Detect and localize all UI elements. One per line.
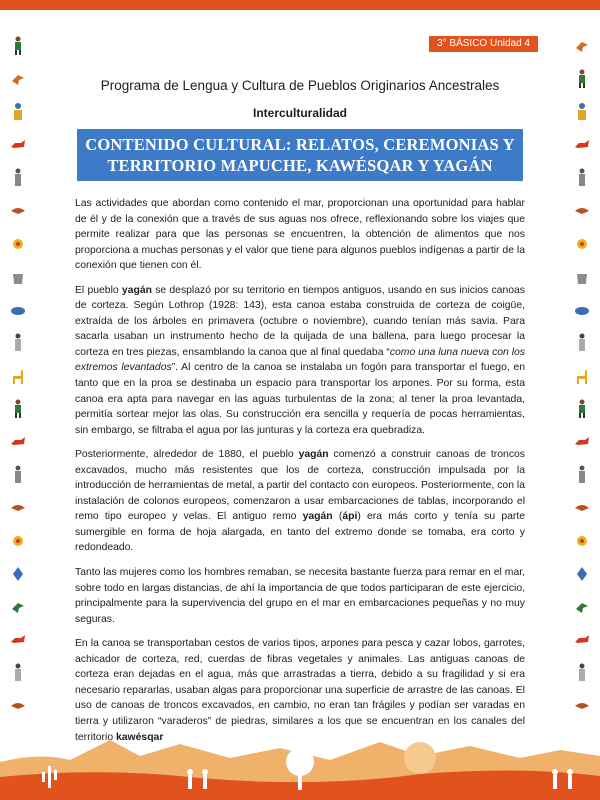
paragraph-4: Tanto las mujeres como los hombres remaban, se necesita bastante fuerza para remar en el mar, sobre todo en largas distancias, de ahí la importancia de que todos participaran de este ejercicio, principalmente para la supervivencia del grupo en el mar en embarcaciones pequeñas y no muy seguras. xyxy=(75,567,525,625)
person-icon xyxy=(10,465,26,485)
person-icon xyxy=(574,465,590,485)
person-icon xyxy=(10,168,26,188)
condor-icon xyxy=(574,201,590,221)
paragraph-1: Las actividades que abordan como contenido el mar, proporcionan una oportunidad para hablar de él y de la conexión que a través de sus aguas nos ofrece, reflexionando sobre los viajes que permite realizar para que las personas se encuentren, la obtención de alimentos que nos proporciona a muchas personas y el valor que tiene para algunos pueblos indígenas a partir de la conexión que tienen con él. xyxy=(75,198,525,272)
llama-icon xyxy=(574,366,590,386)
right-decorative-border xyxy=(568,36,596,716)
content-banner xyxy=(77,129,523,181)
llama-icon xyxy=(10,366,26,386)
condor-icon xyxy=(10,696,26,716)
bird-icon xyxy=(574,597,590,617)
ornament-icon xyxy=(574,564,590,584)
fox-icon xyxy=(10,135,26,155)
topic-heading: Interculturalidad xyxy=(252,106,347,120)
person-icon xyxy=(10,663,26,683)
top-accent-bar xyxy=(0,0,600,10)
paragraph-2: El pueblo yagán se desplazó por su territorio en tiempos antiguos, usando en sus inicios canoas de corteza. Según Lothrop (1928: 143), esta canoa estaba construida de corteza de coigüe, extraída de los árboles en primavera (octubre o noviembre), cuando tenían más savia. Para sacarla usaban un instrumento hecho de la quijada de una ballena, para luego procesar la corteza en tres piezas, ensamblando la canoa que al final quedaba “como una luna nueva con los extremos levantados”. Al centro de la canoa se instalaba un fogón para transportar el fuego, en tanto que en la proa se destinaba un espacio para transportar los arpones. Por su forma, esta canoa era apta para navegar en las aguas turbulentas de la zona; al tener la proa levantada, permitía sortear mejor las olas. Su construcción era sencilla y requería de pocas herramientas, sin embargo, se filtraba el agua por las junturas y la corteza era quebradiza. xyxy=(75,284,525,436)
whale-icon xyxy=(574,300,590,320)
person-icon xyxy=(574,663,590,683)
person-icon xyxy=(10,333,26,353)
body-text xyxy=(75,196,525,754)
fox-icon xyxy=(574,432,590,452)
condor-icon xyxy=(574,696,590,716)
condor-icon xyxy=(574,498,590,518)
human-figure-icon xyxy=(10,36,26,56)
pot-icon xyxy=(574,267,590,287)
sun-icon xyxy=(574,531,590,551)
sun-icon xyxy=(10,234,26,254)
sun-icon xyxy=(574,234,590,254)
program-title: Programa de Lengua y Cultura de Pueblos Originarios Ancestrales xyxy=(100,78,500,93)
person-icon xyxy=(574,333,590,353)
whale-icon xyxy=(10,300,26,320)
sun-icon xyxy=(10,531,26,551)
footer-landscape-illustration xyxy=(0,722,600,800)
banner-line-2: TERRITORIO MAPUCHE, KAWÉSQAR Y YAGÁN xyxy=(107,156,493,175)
ornament-icon xyxy=(10,564,26,584)
fox-icon xyxy=(574,135,590,155)
human-figure-icon xyxy=(574,399,590,419)
pot-icon xyxy=(10,267,26,287)
fox-icon xyxy=(574,630,590,650)
paragraph-3: Posteriormente, alrededor de 1880, el pueblo yagán comenzó a construir canoas de troncos excavados, mucho más resistentes que los de corteza, construcción impulsada por la introducción de herramientas de metal, a partir del contacto con europeos. Posteriormente, con la instalación de colonos europeos, comenzaron a usar embarcaciones de tablas, incorporando el remo tipo europeo y velas. El antiguo remo yagán (ápi) era más corto y tenía su parte sumergible en forma de hoja alargada, en tanto del extremo donde se tomaba, era corto y redondeado. xyxy=(75,449,525,554)
banner-line-1: CONTENIDO CULTURAL: RELATOS, CEREMONIAS Y xyxy=(85,135,515,154)
condor-icon xyxy=(10,201,26,221)
condor-icon xyxy=(10,498,26,518)
human-figure-icon xyxy=(10,399,26,419)
bird-icon xyxy=(10,597,26,617)
person-icon xyxy=(574,168,590,188)
unit-badge: 3° BÁSICO Unidad 4 xyxy=(429,36,538,52)
bird-icon xyxy=(574,36,590,56)
left-decorative-border xyxy=(4,36,32,716)
paragraph-5: En la canoa se transportaban cestos de varios tipos, arpones para pesca y cazar lobos, garrotes, achicador de corteza, red, cuerdas de fibras vegetales y animales. Las antiguas canoas de corteza eran dejadas en el agua, más que arrastradas a tierra, debido a su fragilidad y si era necesario repararlas, usaban algas para proporcionar una superficie de arrastre de las canoas. El uso de canoas de troncos excavados, en cambio, no eran tan frágiles y podían ser varadas en tierra y utilizaron “varaderos” de piedras, similares a los que se encuentran en los canales del territorio kawésqar xyxy=(75,638,525,743)
fox-icon xyxy=(10,432,26,452)
fox-icon xyxy=(10,630,26,650)
